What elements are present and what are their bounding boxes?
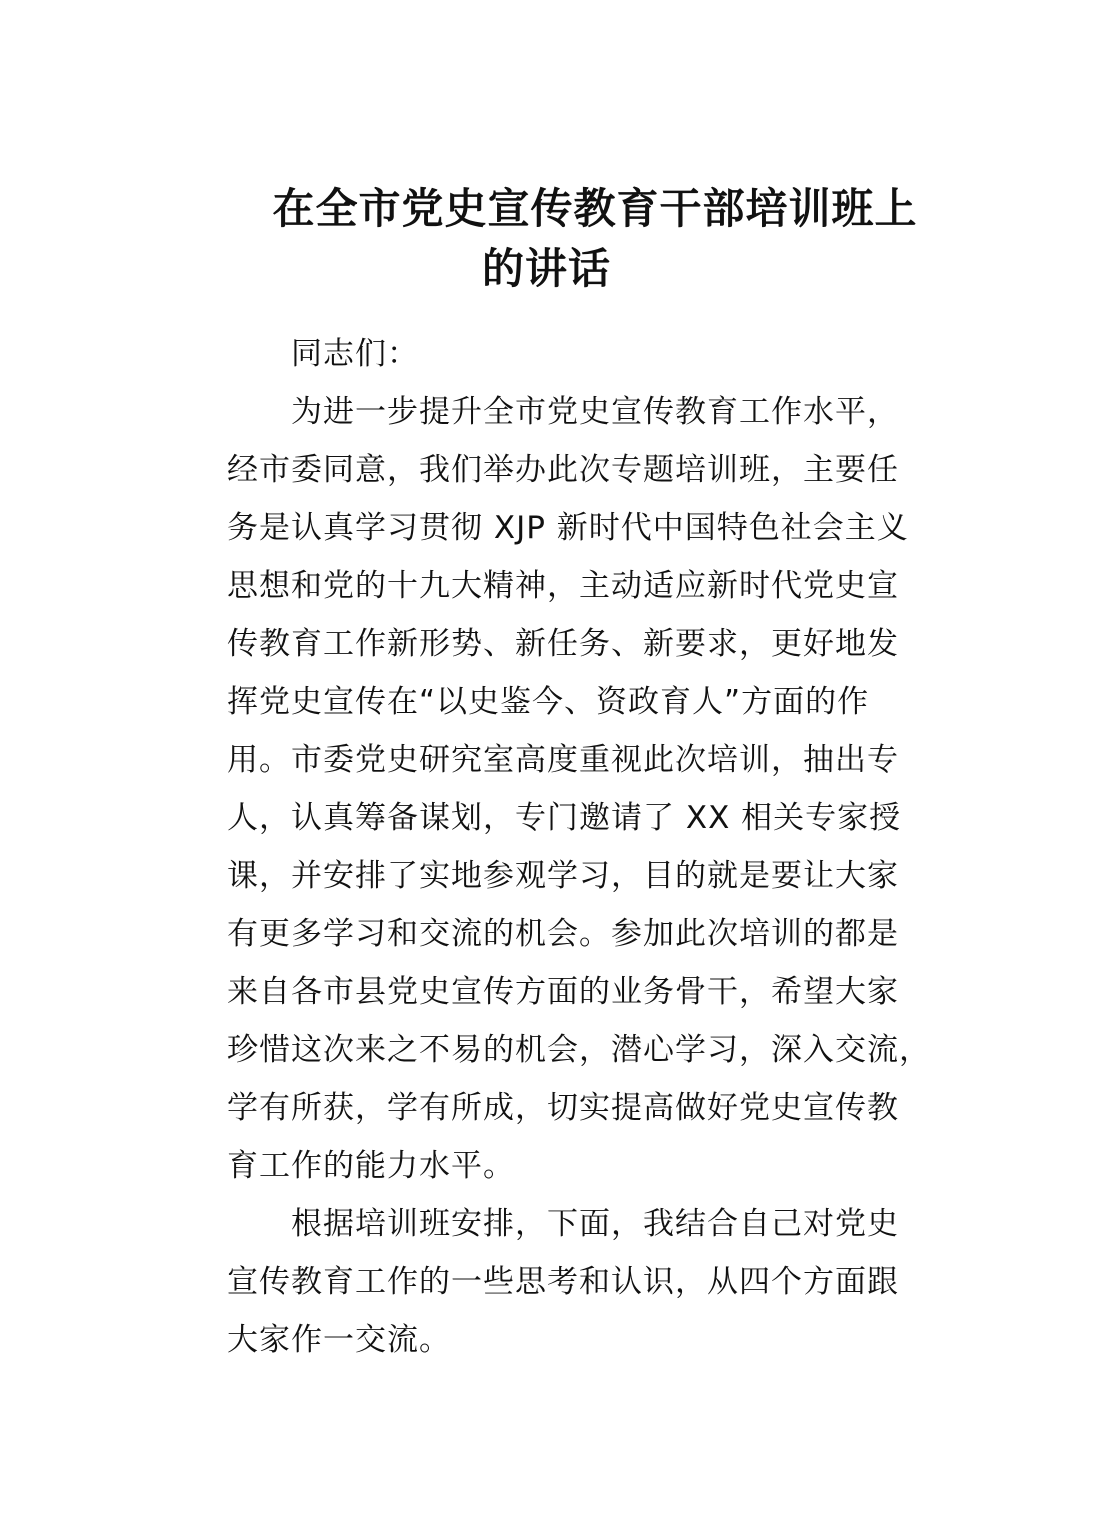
paragraph-line: 宣传教育工作的一些思考和认识，从四个方面跟 <box>227 1264 899 1300</box>
paragraph-line: 根据培训班安排，下面，我结合自己对党史 <box>291 1206 899 1242</box>
paragraph-line: 有更多学习和交流的机会。参加此次培训的都是 <box>227 916 899 952</box>
paragraph-line: 人，认真筹备谋划，专门邀请了 XX 相关专家授 <box>227 800 902 836</box>
paragraph-line: 学有所获，学有所成，切实提高做好党史宣传教 <box>227 1090 899 1126</box>
paragraph-line: 珍惜这次来之不易的机会，潜心学习，深入交流， <box>227 1032 931 1068</box>
paragraph-line: 来自各市县党史宣传方面的业务骨干，希望大家 <box>227 974 899 1010</box>
paragraph-line: 为进一步提升全市党史宣传教育工作水平， <box>291 394 899 430</box>
paragraph-line: 课，并安排了实地参观学习，目的就是要让大家 <box>227 858 899 894</box>
salutation: 同志们： <box>291 336 419 372</box>
paragraph-line: 大家作一交流。 <box>227 1322 451 1358</box>
paragraph-line: 思想和党的十九大精神，主动适应新时代党史宣 <box>227 568 899 604</box>
document-title-line-2: 的讲话 <box>481 244 611 293</box>
paragraph-line: 传教育工作新形势、新任务、新要求，更好地发 <box>227 626 899 662</box>
paragraph-line: 务是认真学习贯彻 XJP 新时代中国特色社会主义 <box>227 510 909 546</box>
paragraph-line: 用。市委党史研究室高度重视此次培训，抽出专 <box>227 742 899 778</box>
document-title-line-1: 在全市党史宣传教育干部培训班上 <box>272 184 918 233</box>
paragraph-line: 经市委同意，我们举办此次专题培训班，主要任 <box>227 452 899 488</box>
paragraph-line: 挥党史宣传在“以史鉴今、资政育人”方面的作 <box>227 684 870 720</box>
paragraph-line: 育工作的能力水平。 <box>227 1148 515 1184</box>
